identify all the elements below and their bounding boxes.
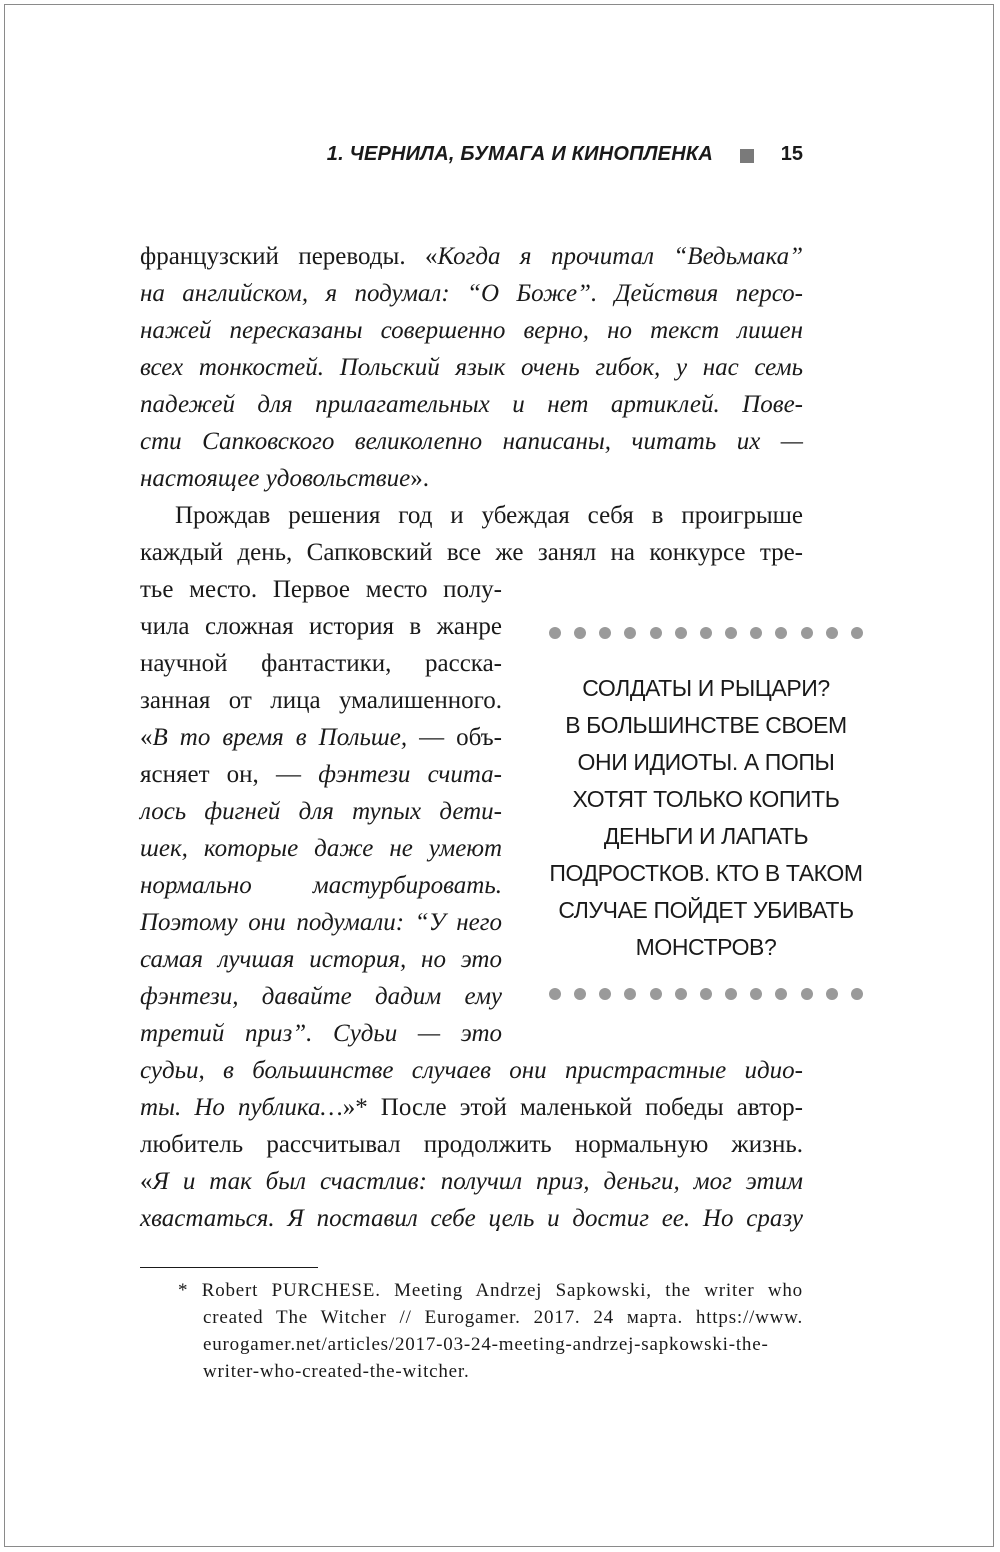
page-number: 15 bbox=[780, 143, 803, 165]
header-square-ornament bbox=[740, 149, 754, 163]
text-line: шек, которые даже не умеют bbox=[140, 835, 502, 862]
footnote-line: writer-who-created-the-witcher. bbox=[203, 1361, 470, 1382]
text-line: фэнтези, давайте дадим ему bbox=[140, 983, 502, 1010]
text-line: тье место. Первое место полу- bbox=[140, 576, 502, 603]
dotted-divider-bottom bbox=[549, 988, 863, 1001]
footnote-line: * Robert PURCHESE. Meeting Andrzej Sapkowski, the writer who bbox=[178, 1280, 803, 1301]
text-line: нажей пересказаны совершенно верно, но текст лишен bbox=[140, 317, 803, 344]
pull-quote bbox=[549, 620, 863, 1005]
text-line: самая лучшая история, но это bbox=[140, 946, 502, 973]
pull-quote-line: МОНСТРОВ? bbox=[635, 934, 777, 960]
text-line: Поэтому они подумали: “У него bbox=[140, 909, 502, 936]
text-line: чила сложная история в жанре bbox=[140, 613, 502, 640]
pull-quote-line: ОНИ ИДИОТЫ. А ПОПЫ bbox=[577, 749, 835, 775]
text-line: третий приз”. Судьи — это bbox=[140, 1020, 502, 1047]
footnote-rule bbox=[140, 1267, 318, 1268]
text-line: падежей для прилагательных и нет артиклей. Пове- bbox=[140, 391, 803, 418]
text-line: французский переводы. «Когда я прочитал “Ведьмака” bbox=[140, 243, 803, 270]
pull-quote-line: ПОДРОСТКОВ. КТО В ТАКОМ bbox=[549, 860, 863, 886]
text-line: «Я и так был счастлив: получил приз, деньги, мог этим bbox=[140, 1168, 803, 1195]
footnote-line: eurogamer.net/articles/2017-03-24-meeting-andrzej-sapkowski-the- bbox=[203, 1334, 769, 1355]
text-line: занная от лица умалишенного. bbox=[140, 687, 502, 714]
pull-quote-line: ДЕНЬГИ И ЛАПАТЬ bbox=[603, 823, 809, 849]
text-line: настоящее удовольствие». bbox=[140, 465, 429, 492]
text-line: «В то время в Польше, — объ- bbox=[140, 724, 502, 751]
chapter-title: 1. ЧЕРНИЛА, БУМАГА И КИНОПЛЕНКА bbox=[326, 143, 713, 165]
pull-quote-text bbox=[549, 670, 863, 966]
footnote-line: created The Witcher // Eurogamer. 2017. 24 марта. https://www. bbox=[203, 1307, 803, 1328]
text-line: на английском, я подумал: “О Боже”. Действия персо- bbox=[140, 280, 803, 307]
text-line: любитель рассчитывал продолжить нормальную жизнь. bbox=[140, 1131, 803, 1158]
running-header bbox=[140, 143, 803, 173]
pull-quote-line: ХОТЯТ ТОЛЬКО КОПИТЬ bbox=[572, 786, 840, 812]
dotted-divider-top bbox=[549, 627, 863, 640]
text-line: нормально мастурбировать. bbox=[140, 872, 502, 899]
text-line: Прождав решения год и убеждая себя в проигрыше bbox=[175, 502, 803, 529]
pull-quote-line: В БОЛЬШИНСТВЕ СВОЕМ bbox=[565, 712, 847, 738]
text-line: ты. Но публика…»* После этой маленькой победы автор- bbox=[140, 1094, 804, 1121]
text-line: всех тонкостей. Польский язык очень гибок, у нас семь bbox=[140, 354, 803, 381]
text-line: сти Сапковского великолепно написаны, читать их — bbox=[140, 428, 803, 455]
pull-quote-line: СОЛДАТЫ И РЫЦАРИ? bbox=[582, 675, 830, 701]
text-line: лось фигней для тупых дети- bbox=[140, 798, 502, 825]
text-line: судьи, в большинстве случаев они пристрастные идио- bbox=[140, 1057, 803, 1084]
text-line: хвастаться. Я поставил себе цель и достиг ее. Но сразу bbox=[140, 1205, 803, 1232]
text-line: научной фантастики, расска- bbox=[140, 650, 502, 677]
text-line: каждый день, Сапковский все же занял на конкурсе тре- bbox=[140, 539, 803, 566]
text-line: ясняет он, — фэнтези счита- bbox=[140, 761, 502, 788]
pull-quote-line: СЛУЧАЕ ПОЙДЕТ УБИВАТЬ bbox=[558, 897, 854, 923]
